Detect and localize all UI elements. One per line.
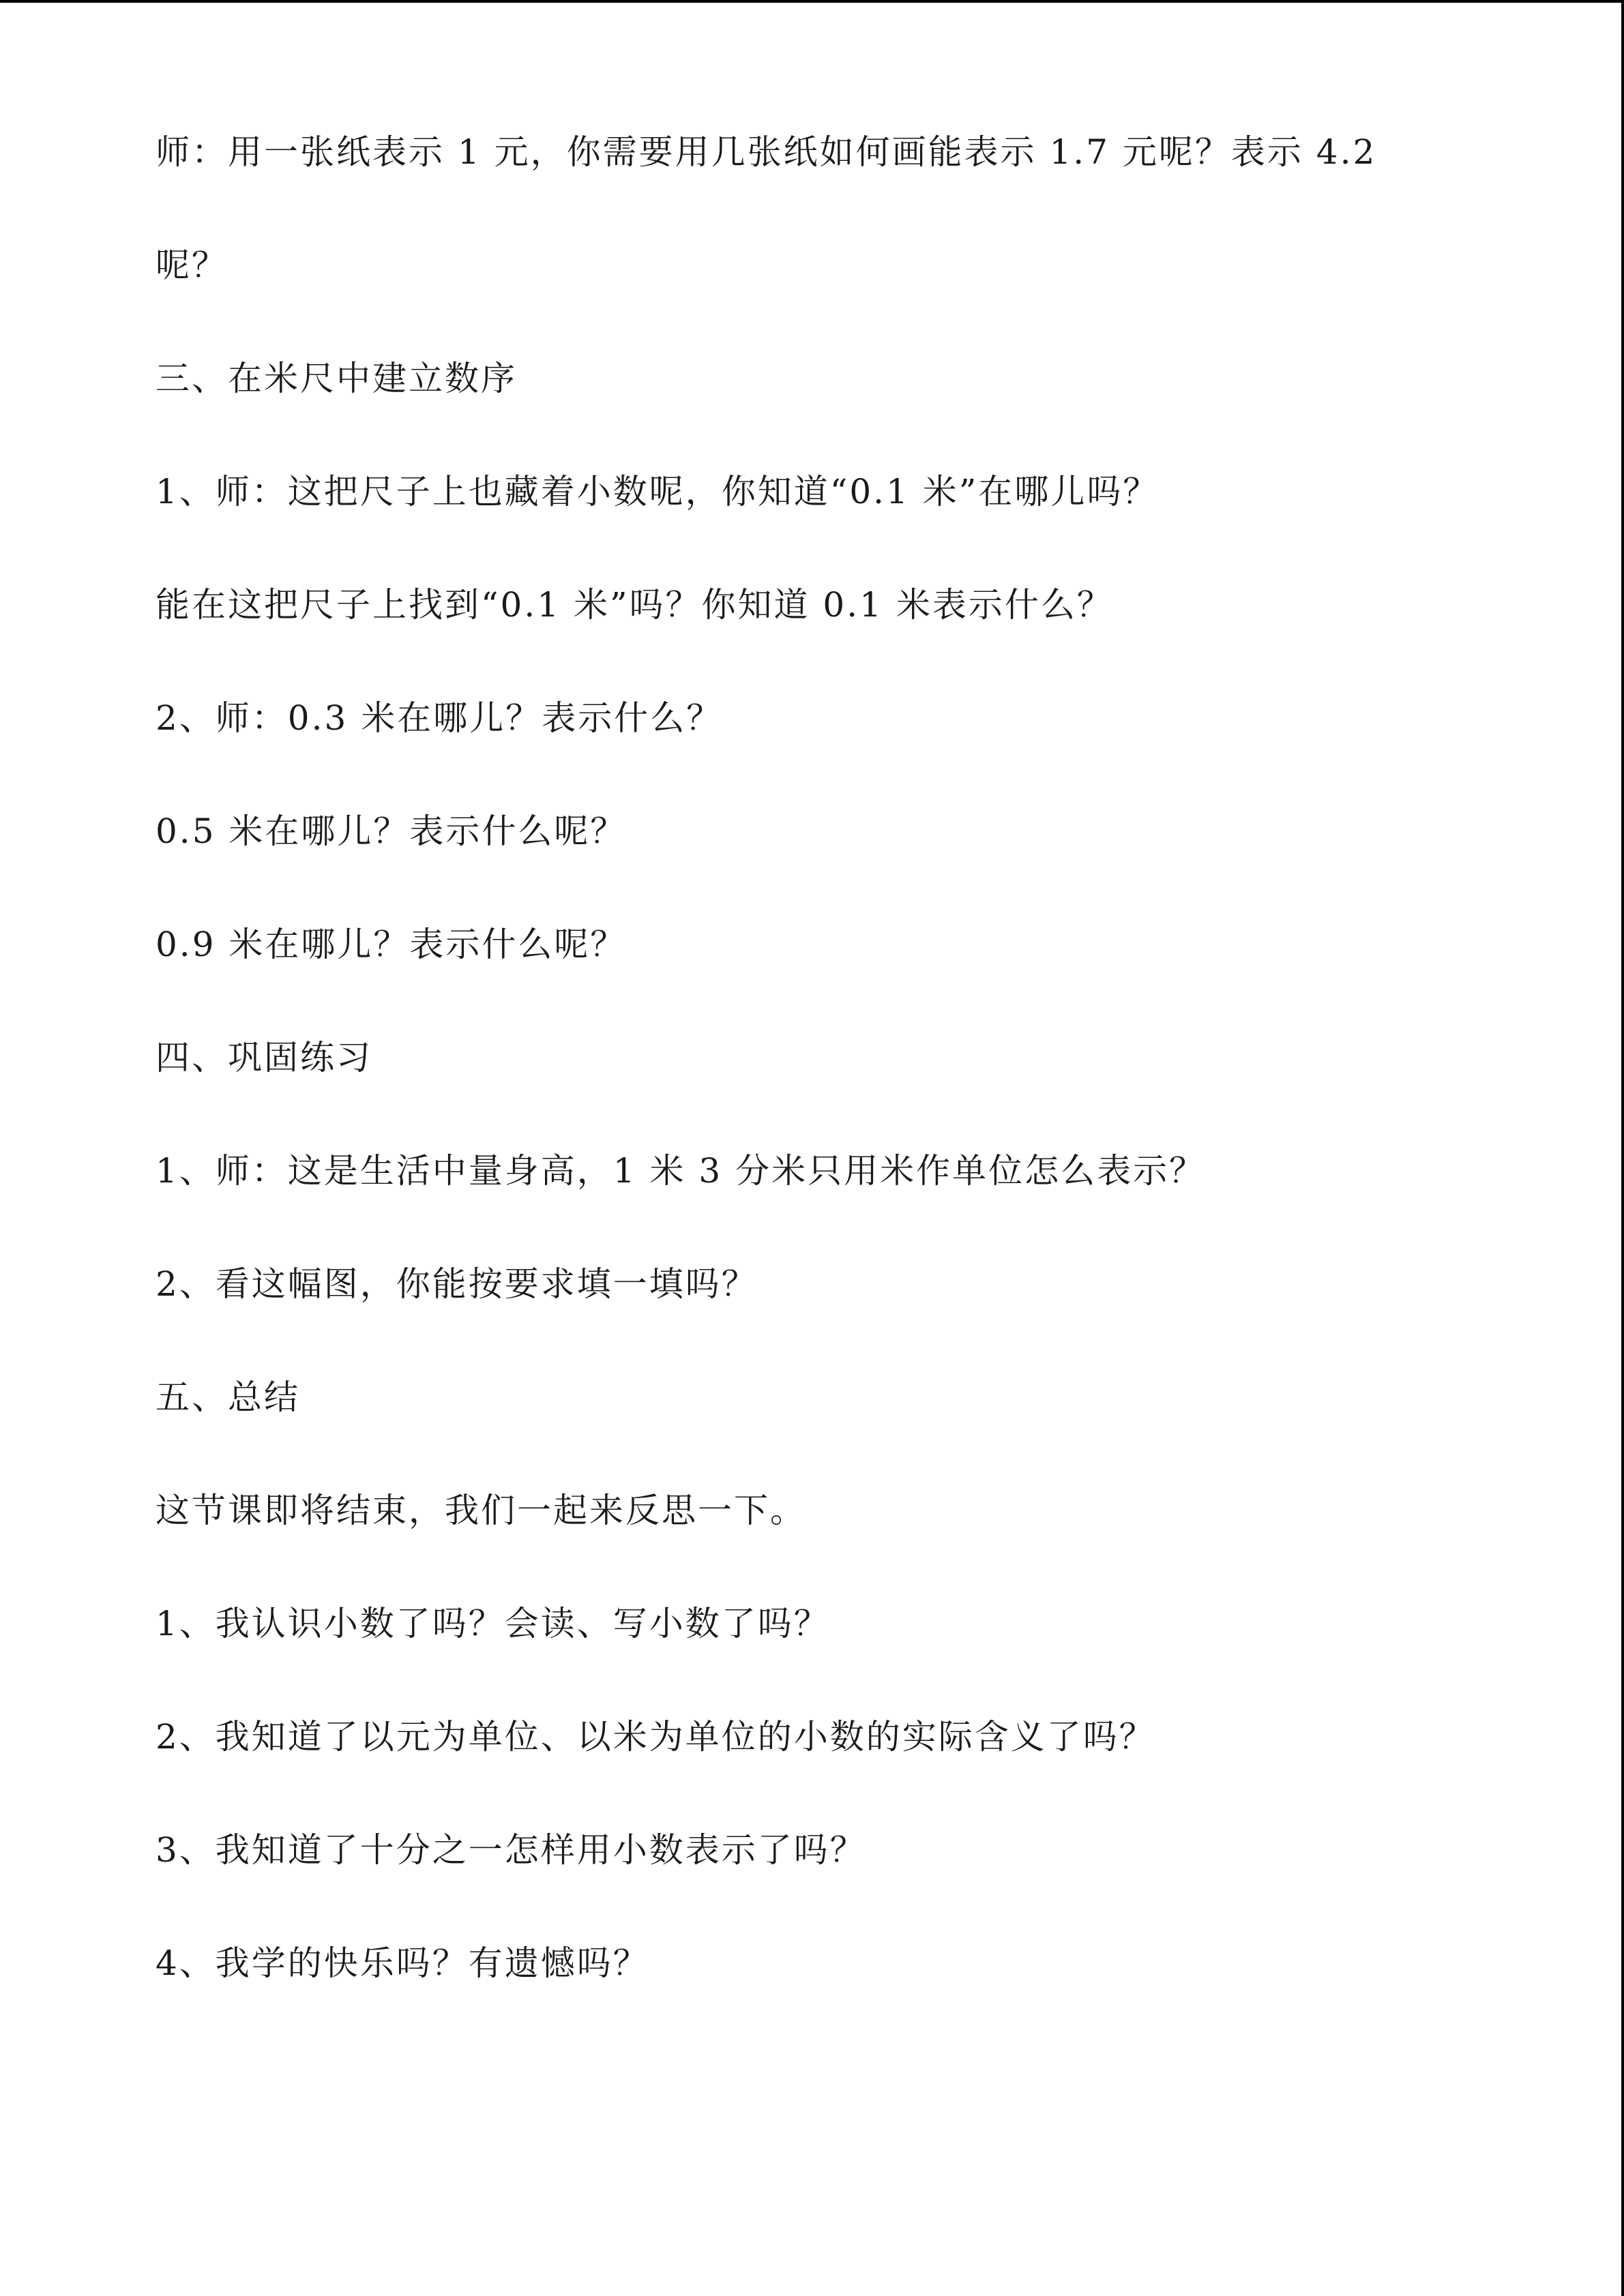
paragraph-summary-4: 4、我学的快乐吗？有遗憾吗？ (156, 1943, 649, 1983)
page-right-border (1621, 0, 1624, 2296)
paragraph-ruler-question-1: 1、师：这把尺子上也藏着小数呢，你知道“0.1 米”在哪儿吗？ (156, 472, 1160, 511)
paragraph-ruler-question-2b: 0.5 米在哪儿？表示什么呢？ (156, 811, 627, 851)
paragraph-summary-1: 1、我认识小数了吗？会读、写小数了吗？ (156, 1604, 830, 1643)
paragraph-ruler-question-2c: 0.9 米在哪儿？表示什么呢？ (156, 925, 627, 964)
paragraph-practice-1: 1、师：这是生活中量身高，1 米 3 分米只用米作单位怎么表示？ (156, 1151, 1206, 1191)
paragraph-summary-intro: 这节课即将结束，我们一起来反思一下。 (156, 1491, 806, 1530)
paragraph-practice-2: 2、看这幅图，你能按要求填一填吗？ (156, 1264, 758, 1304)
section-heading-practice: 四、巩固练习 (156, 1038, 372, 1077)
section-heading-summary: 五、总结 (156, 1377, 300, 1417)
paragraph-ruler-question-1b: 能在这把尺子上找到“0.1 米”吗？你知道 0.1 米表示什么？ (156, 585, 1113, 625)
paragraph-summary-3: 3、我知道了十分之一怎样用小数表示了吗？ (156, 1830, 866, 1870)
paragraph-teacher-paper-question: 师：用一张纸表示 1 元，你需要用几张纸如何画能表示 1.7 元呢？表示 4.2 呢？ (156, 132, 1377, 285)
document-page (156, 95, 1492, 2020)
page-top-border (0, 0, 1624, 3)
paragraph-summary-2: 2、我知道了以元为单位、以米为单位的小数的实际含义了吗？ (156, 1717, 1155, 1757)
paragraph-ruler-question-2: 2、师：0.3 米在哪儿？表示什么？ (156, 698, 723, 738)
section-heading-meter-ruler: 三、在米尺中建立数序 (156, 359, 517, 398)
